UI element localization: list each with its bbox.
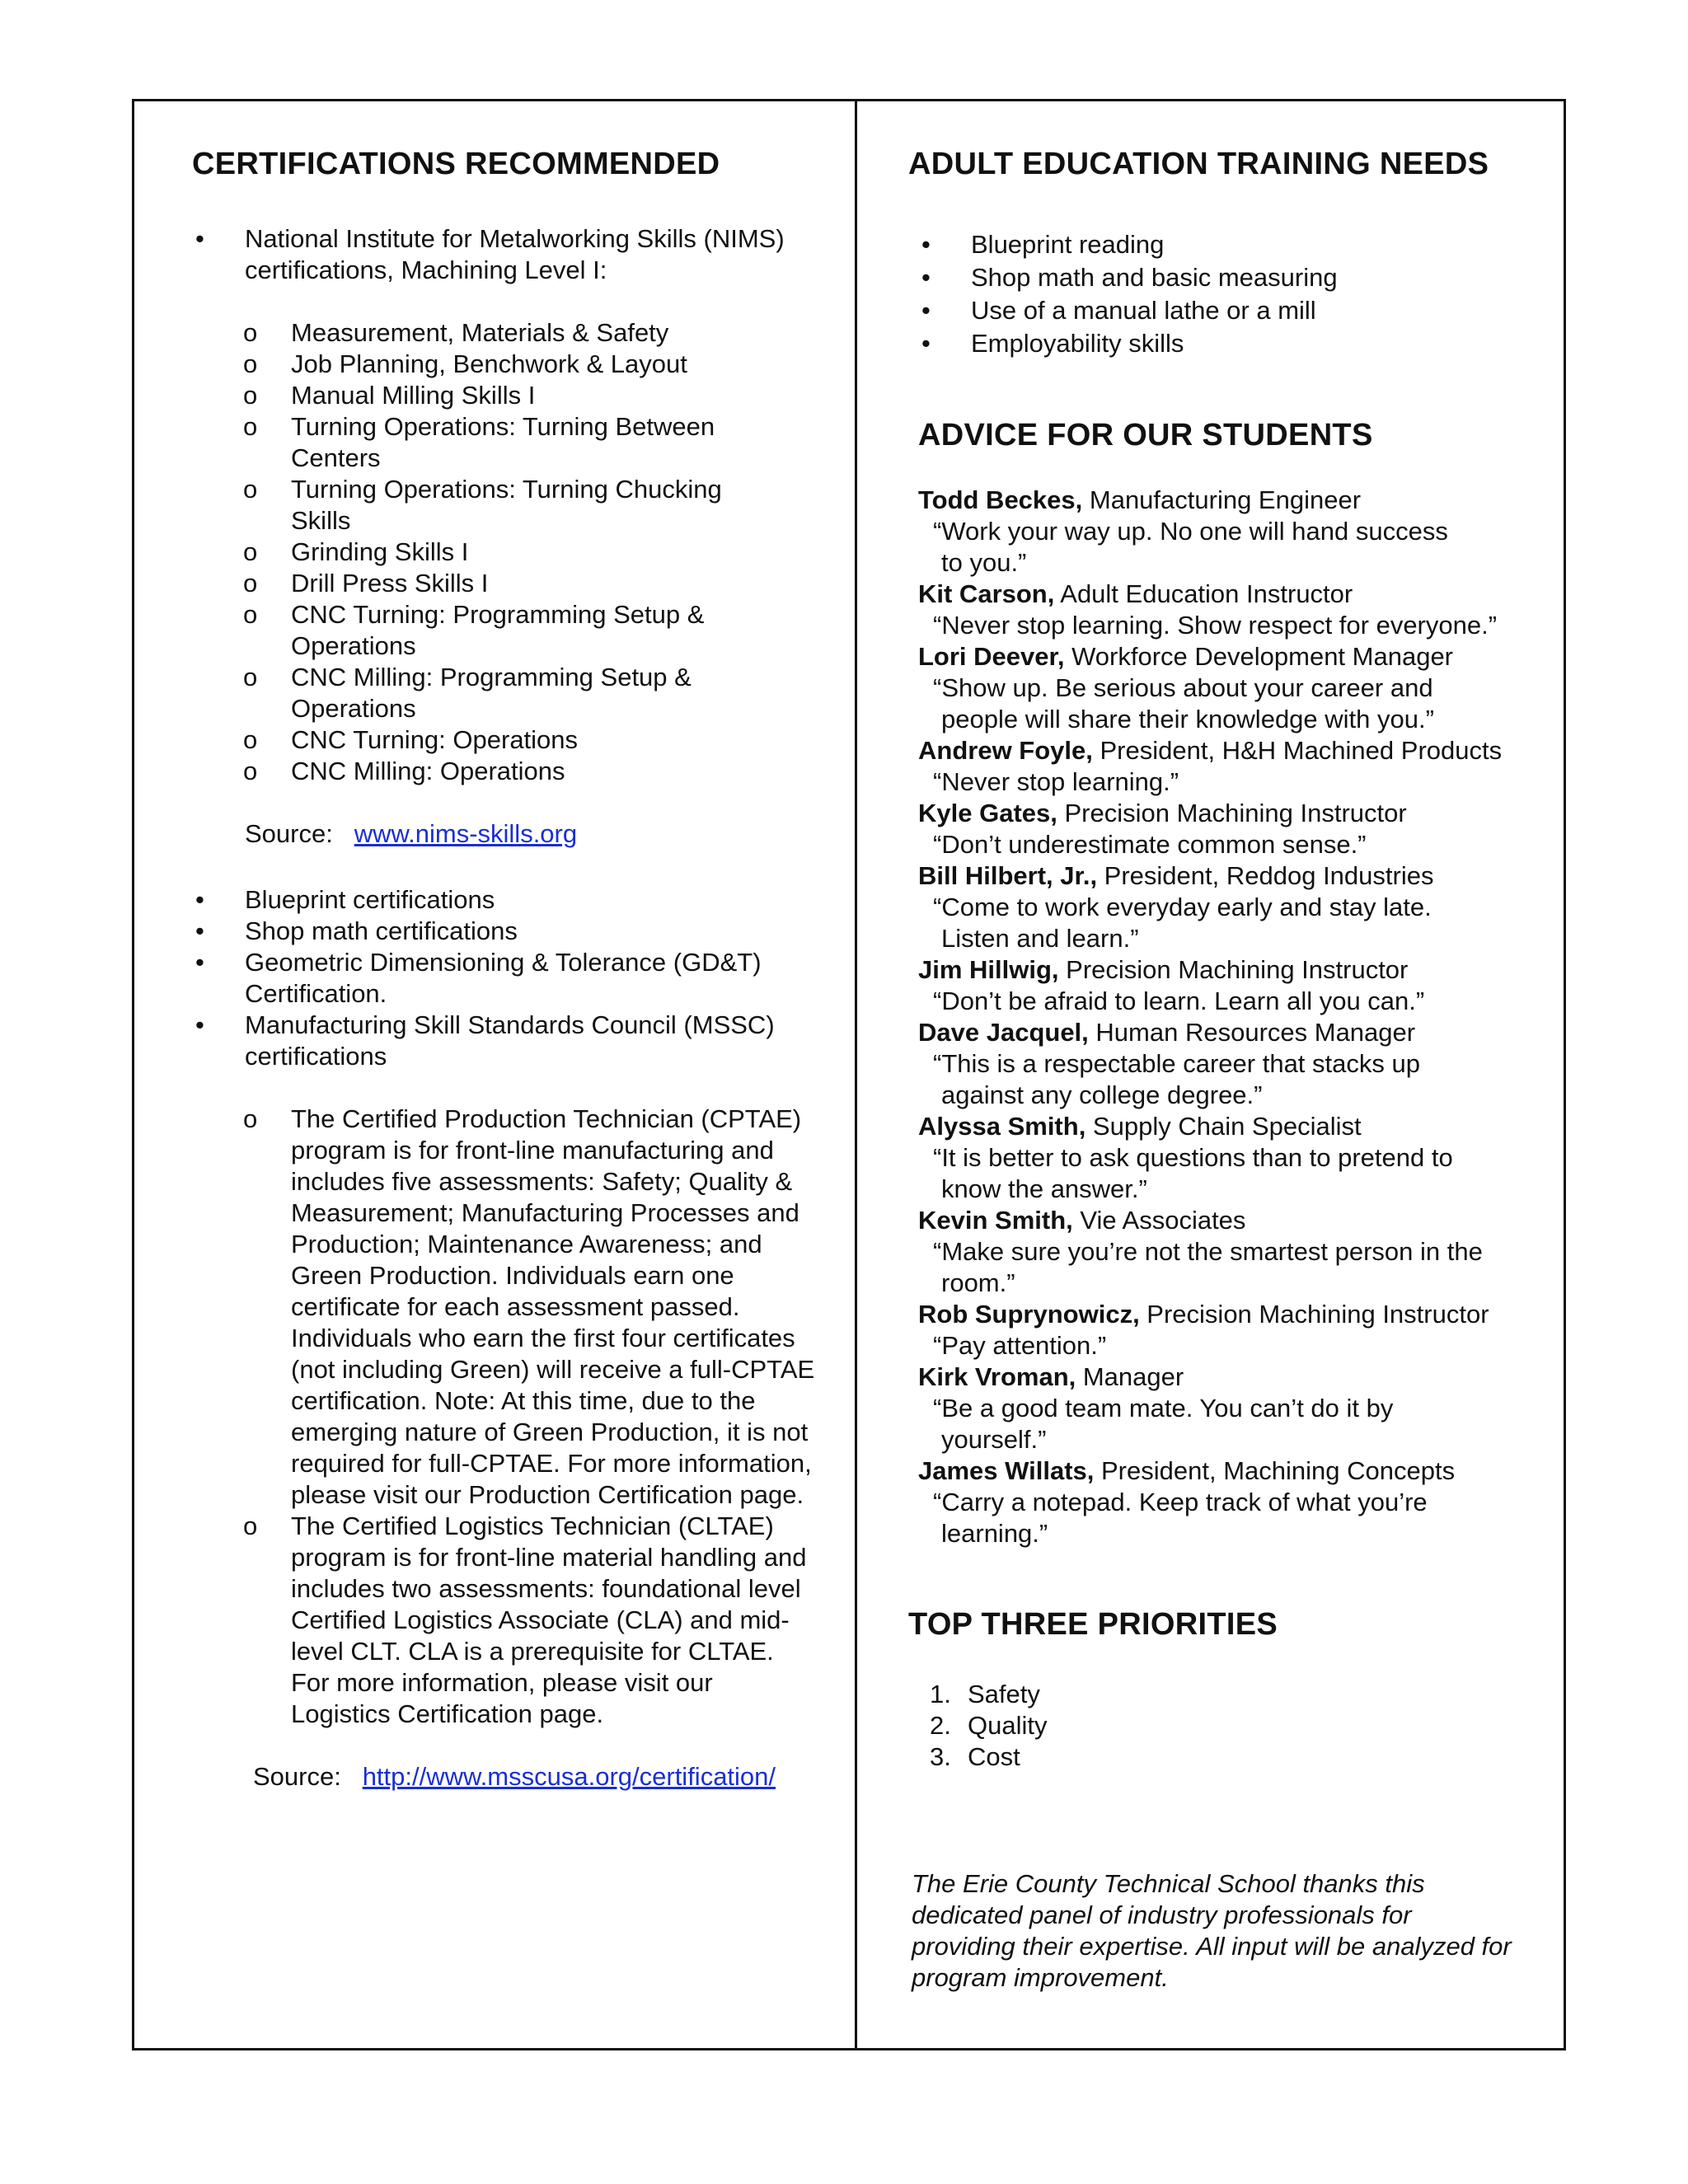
advisor-name: Kevin Smith, <box>918 1206 1073 1235</box>
priority-number: 3. <box>930 1742 951 1771</box>
advice-quote <box>918 1393 1564 1455</box>
advice-quote <box>918 1487 1564 1549</box>
advice-entry <box>918 1299 1564 1361</box>
priority-label: Safety <box>968 1680 1040 1708</box>
advice-entry <box>918 1017 1564 1111</box>
advisor-role: Precision Machining Instructor <box>1057 799 1407 827</box>
advice-entry <box>918 641 1564 735</box>
advisor-name: Jim Hillwig, <box>918 955 1059 984</box>
advisor-name: Todd Beckes, <box>918 485 1083 514</box>
advisor-name: Lori Deever, <box>918 642 1065 671</box>
advice-entry <box>918 954 1564 1017</box>
source-label: Source: <box>253 1762 341 1791</box>
advisor-name: Kirk Vroman, <box>918 1362 1076 1391</box>
training-needs-heading: ADULT EDUCATION TRAINING NEEDS <box>908 147 1489 181</box>
list-item: o CNC Turning: Programming Setup & Operations <box>192 599 818 662</box>
nims-source <box>192 818 855 850</box>
mssc-source <box>192 1761 855 1793</box>
advice-entry <box>918 1111 1564 1205</box>
advice-quote <box>918 829 1564 860</box>
quote-line: “Work your way up. No one will hand success <box>933 517 1448 546</box>
right-column <box>857 99 1564 2050</box>
list-item: • Shop math certifications <box>192 916 802 947</box>
nims-sub-list <box>192 317 818 787</box>
quote-line: “Never stop learning.” <box>933 767 1179 796</box>
list-item: o CNC Milling: Operations <box>192 756 818 787</box>
list-item <box>918 1741 1564 1773</box>
advisor-role: President, Reddog Industries <box>1097 861 1434 890</box>
quote-line: “This is a respectable career that stacks up <box>933 1049 1420 1078</box>
list-item: • Blueprint certifications <box>192 884 802 916</box>
quote-line: to you.” <box>941 548 1027 577</box>
quote-line: “Pay attention.” <box>933 1331 1107 1360</box>
quote-line: “Never stop learning. Show respect for everyone.” <box>933 611 1498 640</box>
advisor-role: Workforce Development Manager <box>1064 642 1454 671</box>
certifications-heading: CERTIFICATIONS RECOMMENDED <box>192 147 720 181</box>
advisor-role: President, H&H Machined Products <box>1092 736 1503 765</box>
quote-line: “Carry a notepad. Keep track of what you’re <box>933 1488 1428 1516</box>
advice-quote <box>918 986 1564 1017</box>
list-item: o Manual Milling Skills I <box>192 380 818 411</box>
advice-quote <box>918 766 1564 798</box>
list-item: • Employability skills <box>918 327 1564 360</box>
quote-line: “Make sure you’re not the smartest person in the <box>933 1237 1483 1266</box>
advisor-name: Rob Suprynowicz, <box>918 1300 1140 1329</box>
list-item <box>192 223 822 286</box>
advice-quote <box>918 610 1564 641</box>
list-item: • Use of a manual lathe or a mill <box>918 294 1564 327</box>
list-item: o Turning Operations: Turning Chucking Skills <box>192 474 818 537</box>
advice-heading: ADVICE FOR OUR STUDENTS <box>918 418 1373 452</box>
quote-line: “Don’t underestimate common sense.” <box>933 830 1367 859</box>
quote-line: yourself.” <box>941 1425 1047 1454</box>
quote-line: “Show up. Be serious about your career and <box>933 673 1433 702</box>
quote-line: learning.” <box>941 1519 1048 1548</box>
advice-quote <box>918 892 1564 954</box>
mssc-source-link[interactable]: http://www.msscusa.org/certification/ <box>362 1762 776 1791</box>
list-item: • Blueprint reading <box>918 228 1564 261</box>
list-item: • Shop math and basic measuring <box>918 261 1564 294</box>
advisor-role: Manufacturing Engineer <box>1082 485 1362 514</box>
quote-line: know the answer.” <box>941 1174 1147 1203</box>
list-item: o Drill Press Skills I <box>192 568 818 599</box>
advice-quote <box>918 1236 1564 1299</box>
nims-source-link[interactable]: www.nims-skills.org <box>354 819 578 848</box>
advisor-name: Bill Hilbert, Jr., <box>918 861 1098 890</box>
priority-label: Quality <box>968 1711 1048 1740</box>
list-item: • Manufacturing Skill Standards Council (MSSC) certifications <box>192 1010 802 1072</box>
advice-entry <box>918 1205 1564 1299</box>
advice-entry <box>918 860 1564 954</box>
list-item: o CNC Turning: Operations <box>192 724 818 756</box>
advisor-name: Kit Carson, <box>918 579 1055 608</box>
advice-entry <box>918 798 1564 860</box>
left-column <box>134 99 855 2050</box>
quote-line: “Don’t be afraid to learn. Learn all you can.” <box>933 987 1425 1015</box>
quote-line: against any college degree.” <box>941 1080 1263 1109</box>
advisor-role: Supply Chain Specialist <box>1085 1112 1362 1141</box>
advisor-role: Precision Machining Instructor <box>1058 955 1409 984</box>
advice-entry <box>918 1455 1564 1549</box>
nims-intro: National Institute for Metalworking Skills (NIMS) certifications, Machining Level I: <box>245 224 785 284</box>
advisor-role: Adult Education Instructor <box>1054 579 1353 608</box>
priority-number: 2. <box>930 1711 951 1740</box>
list-item: o Grinding Skills I <box>192 537 818 568</box>
quote-line: Listen and learn.” <box>941 924 1139 953</box>
advisor-role: Vie Associates <box>1072 1206 1246 1235</box>
advice-entry <box>918 735 1564 798</box>
list-item: o Turning Operations: Turning Between Centers <box>192 411 818 474</box>
list-item: o CNC Milling: Programming Setup & Operations <box>192 662 818 724</box>
advice-entry <box>918 485 1564 579</box>
list-item <box>918 1710 1564 1741</box>
thanks-note: The Erie County Technical School thanks this dedicated panel of industry professionals for providing their expertise. All input will be analyzed for program improvement. <box>912 1869 1512 1992</box>
quote-line: room.” <box>941 1268 1015 1297</box>
list-item: o The Certified Logistics Technician (CLTAE) program is for front-line material handling and includes two assessments: foundational level Certified Logistics Associate (CLA) and mid-level CLT. CLA is a prerequisite for CLTAE. For more information, please visit our Logistics Certification page. <box>192 1511 818 1730</box>
priorities-heading: TOP THREE PRIORITIES <box>908 1607 1278 1642</box>
quote-line: people will share their knowledge with you.” <box>941 705 1434 733</box>
advisor-role: Human Resources Manager <box>1088 1018 1416 1047</box>
advisor-role: Manager <box>1076 1362 1184 1391</box>
list-item <box>918 1679 1564 1710</box>
quote-line: “Come to work everyday early and stay late. <box>933 893 1432 921</box>
advice-quote <box>918 673 1564 735</box>
advice-entry <box>918 579 1564 641</box>
advisor-name: James Willats, <box>918 1456 1095 1485</box>
quote-line: “Be a good team mate. You can’t do it by <box>933 1394 1394 1422</box>
advisor-name: Andrew Foyle, <box>918 736 1093 765</box>
advice-quote <box>918 1048 1564 1111</box>
source-label: Source: <box>245 819 333 848</box>
advice-quote <box>918 516 1564 579</box>
advice-entry <box>918 1361 1564 1455</box>
priorities-list <box>908 1679 1564 1773</box>
list-item: • Geometric Dimensioning & Tolerance (GD&T) Certification. <box>192 947 802 1010</box>
advisor-role: President, Machining Concepts <box>1094 1456 1456 1485</box>
advice-list <box>908 485 1564 1549</box>
priority-number: 1. <box>930 1680 951 1708</box>
advice-quote <box>918 1330 1564 1361</box>
advisor-name: Kyle Gates, <box>918 799 1057 827</box>
training-list <box>908 228 1564 360</box>
advice-quote <box>918 1142 1564 1205</box>
list-item: o The Certified Production Technician (CPTAE) program is for front-line manufacturing and includes five assessments: Safety; Quality & Measurement; Manufacturing Processes and Production; Maintenance Awareness; and Green Production. Individuals earn one certificate for each assessment passed. Individuals who earn the first four certificates (not including Green) will receive a full-CPTAE certification. Note: At this time, due to the emerging nature of Green Production, it is not required for full-CPTAE. For more information, please visit our Production Certification page. <box>192 1104 818 1511</box>
mssc-sub-list <box>192 1104 818 1730</box>
list-item: o Measurement, Materials & Safety <box>192 317 818 349</box>
advisor-name: Dave Jacquel, <box>918 1018 1089 1047</box>
nims-bullet-list <box>192 223 855 286</box>
list-item: o Job Planning, Benchwork & Layout <box>192 349 818 380</box>
priority-label: Cost <box>968 1742 1020 1771</box>
advisor-name: Alyssa Smith, <box>918 1112 1086 1141</box>
advisor-role: Precision Machining Instructor <box>1139 1300 1489 1329</box>
quote-line: “It is better to ask questions than to pretend to <box>933 1143 1453 1172</box>
other-cert-list <box>192 884 802 1072</box>
